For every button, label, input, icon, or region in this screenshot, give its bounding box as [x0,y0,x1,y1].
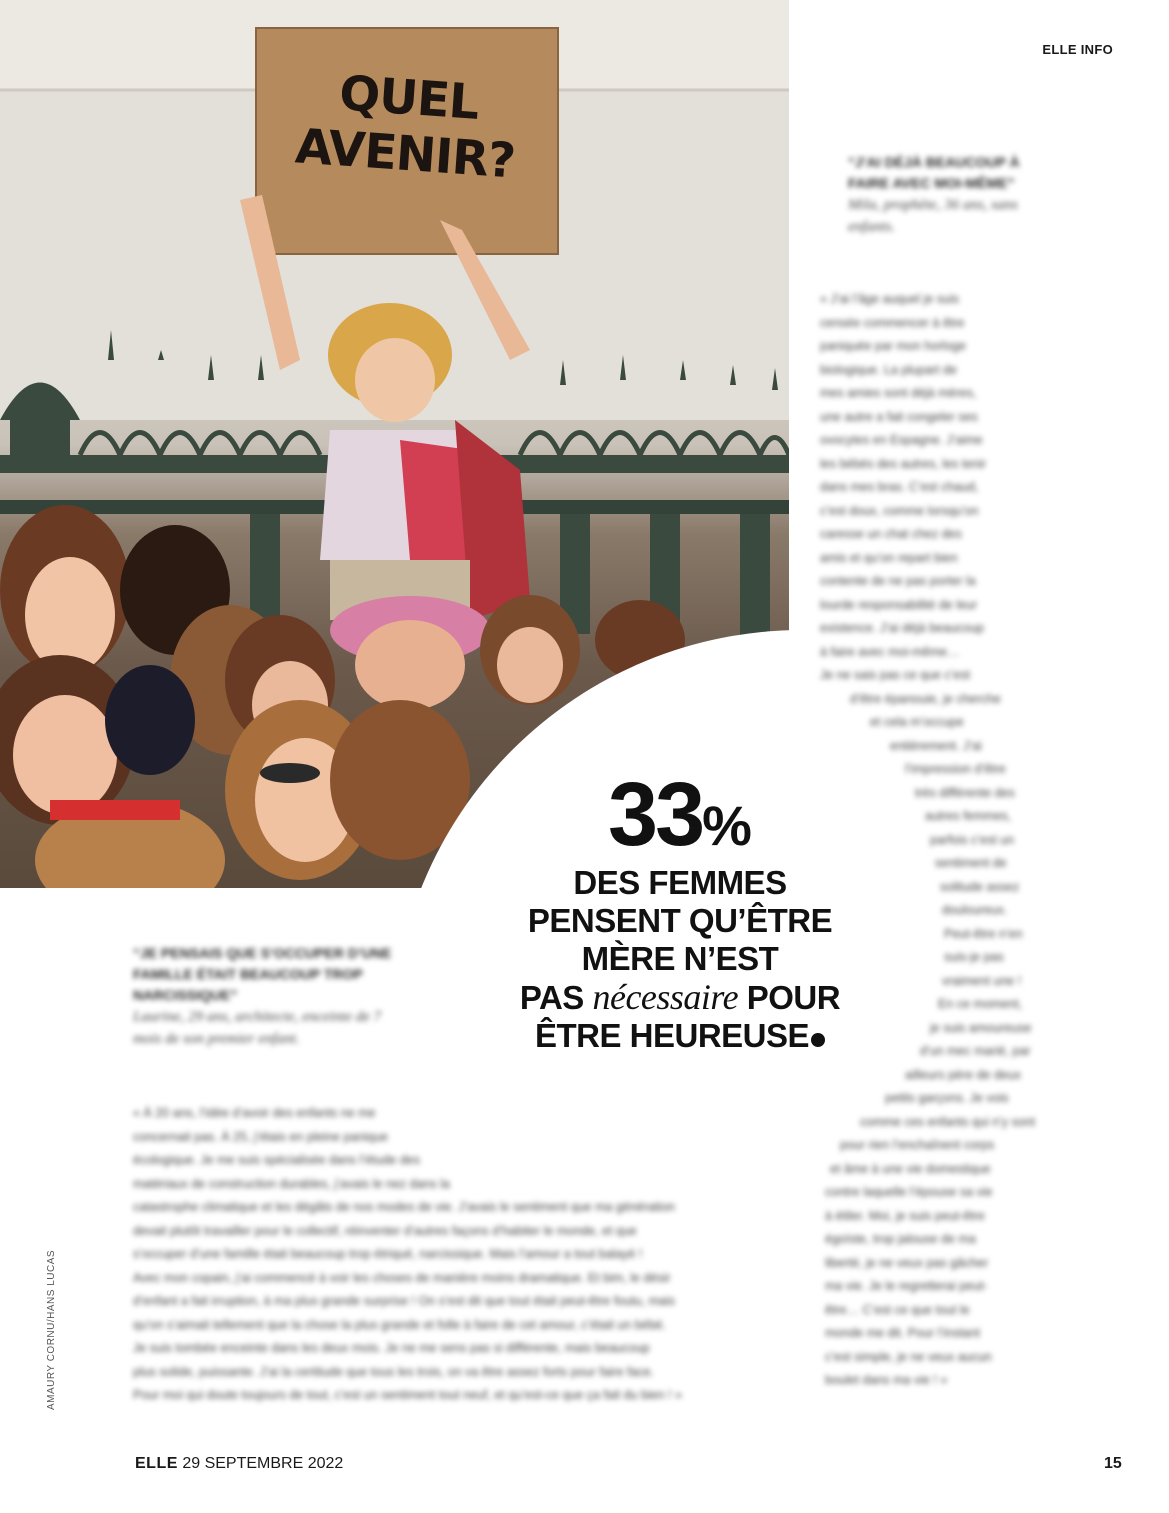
body-line: entièrement. J’ai [890,738,982,753]
body-line: Je ne sais pas ce que c’est [820,668,971,682]
body-line: c’est doux, comme lorsqu’on [820,503,979,518]
quote-text: “J’AI DÉJÀ BEAUCOUP À FAIRE AVEC MOI-MÊME” [848,154,1020,191]
testimony-right-body [820,288,1070,1393]
stat-number: 33 [608,765,703,865]
body-line: devait plutôt travailler pour le collectif, réinventer d’autres façons d’habiter le monde, et que [133,1223,637,1238]
body-line: l’impression d’être [905,762,1006,776]
body-line: En ce moment, [938,997,1023,1011]
stat-percent: % [702,794,752,857]
sign-text: QUEL AVENIR? [293,65,517,190]
pull-quote-right [848,152,1048,238]
testimony-left-body [133,1102,833,1408]
pull-quote-left [133,943,403,1050]
body-line: s’occuper d’une famille était beaucoup trop étriqué, narcissique. Mais l’amour a tout balayé ! [133,1247,643,1261]
page-number: 15 [1104,1455,1122,1472]
body-line: ailleurs père de deux [905,1067,1022,1082]
body-line: pour rien l’enchaînent corps [840,1138,995,1152]
body-line: très différente des [915,785,1015,800]
body-line: à étiler. Moi, je suis peut-être [825,1208,985,1223]
body-line: à faire avec moi-même… [820,644,960,659]
quote-text: “JE PENSAIS QUE S’OCCUPER D’UNE FAMILLE ÉTAIT BEAUCOUP TROP NARCISSIQUE” [133,945,392,1003]
body-line: écologique. Je me suis spécialisée dans l’étude des [133,1153,420,1167]
quote-attribution: Laurine, 29 ans, architecte, enceinte de 7 mois de son premier enfant. [133,1009,382,1047]
body-line: contente de ne pas porter la [820,574,976,588]
body-line: amis et qu’on repart bien [820,550,958,565]
body-line: et cela m’occupe [870,715,964,729]
body-line: Pour moi qui doute toujours de tout, c’est un sentiment tout neuf, et qu’est-ce que ça fait du bien ! » [133,1388,682,1402]
section-tag: ELLE INFO [1042,42,1113,57]
body-line: Peut-être n’en [944,926,1023,941]
body-line: vraiment une ! [942,973,1022,988]
body-line: boulet dans ma vie ! » [825,1373,948,1387]
body-line: catastrophe climatique et les dégâts de nos modes de vie. J’avais le sentiment que ma génération [133,1200,675,1214]
body-line: dans mes bras. C’est chaud, [820,480,979,494]
body-line: contre laquelle l’épouse sa vie [825,1185,993,1199]
body-line: petits garçons. Je vois [885,1091,1009,1105]
body-line: les bébés des autres, les tenir [820,456,987,471]
body-line: sentiment de [935,856,1007,870]
stat-line-4: PAS nécessaire POUR [519,977,841,1017]
body-line: ma vie. Je le regretterai peut- [825,1279,988,1293]
body-line: douloureux. [942,903,1008,917]
body-line: et âme à une vie domestique [830,1161,991,1176]
footer-issue [135,1455,343,1473]
body-line: existence. J’ai déjà beaucoup [820,621,985,635]
body-line: égoïste, trop jalouse de ma [825,1232,976,1246]
stat-line-1: DES FEMMES [573,864,787,901]
body-line: « À 20 ans, l’idée d’avoir des enfants ne me [133,1106,376,1120]
body-line: d’enfant a fait irruption, à ma plus grande surprise ! On s’est dit que tout était peut-être foutu, mais [133,1294,675,1308]
body-line: je suis amoureuse [930,1020,1032,1035]
body-line: lourde responsabilité de leur [820,597,978,612]
body-line: paniquée par mon horloge [820,339,966,353]
body-line: ovocytes en Espagne. J’aime [820,433,983,447]
body-line: plus solide, puissante. J’ai la certitude que tous les trois, on va être assez forts pour faire face. [133,1364,655,1379]
body-line: parfois c’est un [930,832,1015,847]
body-line: c’est simple, je ne veux aucun [825,1349,992,1364]
body-line: comme ces enfants qui n’y sont [860,1114,1036,1129]
issue-date: 29 SEPTEMBRE 2022 [182,1455,344,1472]
body-line: « J’ai l’âge auquel je suis [820,292,959,306]
stat-italic-word: nécessaire [592,977,739,1017]
body-line: qu’on s’aimait tellement que la chose la plus grande et folle à faire de cet amour, c’était un bébé. [133,1317,666,1332]
stat-line-2: PENSENT QU’ÊTRE [527,902,833,939]
body-line: une autre a fait congeler ses [820,409,978,424]
body-line: autres femmes, [925,809,1012,823]
body-line: liberté, je ne veux pas gâcher [825,1255,989,1270]
body-line: suis-je pas [944,950,1004,964]
body-line: être… C’est ce que tout le [825,1302,970,1317]
magazine-name: ELLE [135,1455,178,1472]
body-line: monde me dit. Pour l’instant [825,1326,980,1340]
stat-line-3: MÈRE N’EST [581,940,779,977]
photo-credit: AMAURY CORNU/HANS LUCAS [46,1249,57,1410]
body-line: d’être épanouie, je cherche [850,691,1001,706]
body-line: d’un mec marié, par [920,1044,1031,1058]
body-line: biologique. La plupart de [820,362,957,377]
body-line: matériaux de construction durables, j’avais le nez dans la [133,1176,450,1191]
body-line: mes amies sont déjà mères, [820,386,977,400]
body-line: Je suis tombée enceinte dans les deux mois. Je ne me sens pas si différente, mais beaucoup [133,1341,650,1355]
body-line: censée commencer à être [820,315,965,330]
body-line: caresse un chat chez des [820,527,962,541]
body-line: concernait pas. À 25, j’étais en pleine panique [133,1129,389,1144]
body-line: solitude assez [940,879,1020,894]
body-line: Avec mon copain, j’ai commencé à voir les choses de manière moins dramatique. Et bim, le désir [133,1270,671,1285]
stat-line-5: ÊTRE HEUREUSE [470,1017,890,1055]
quote-attribution: Mila, prophète, 36 ans, sans enfants. [848,197,1018,235]
